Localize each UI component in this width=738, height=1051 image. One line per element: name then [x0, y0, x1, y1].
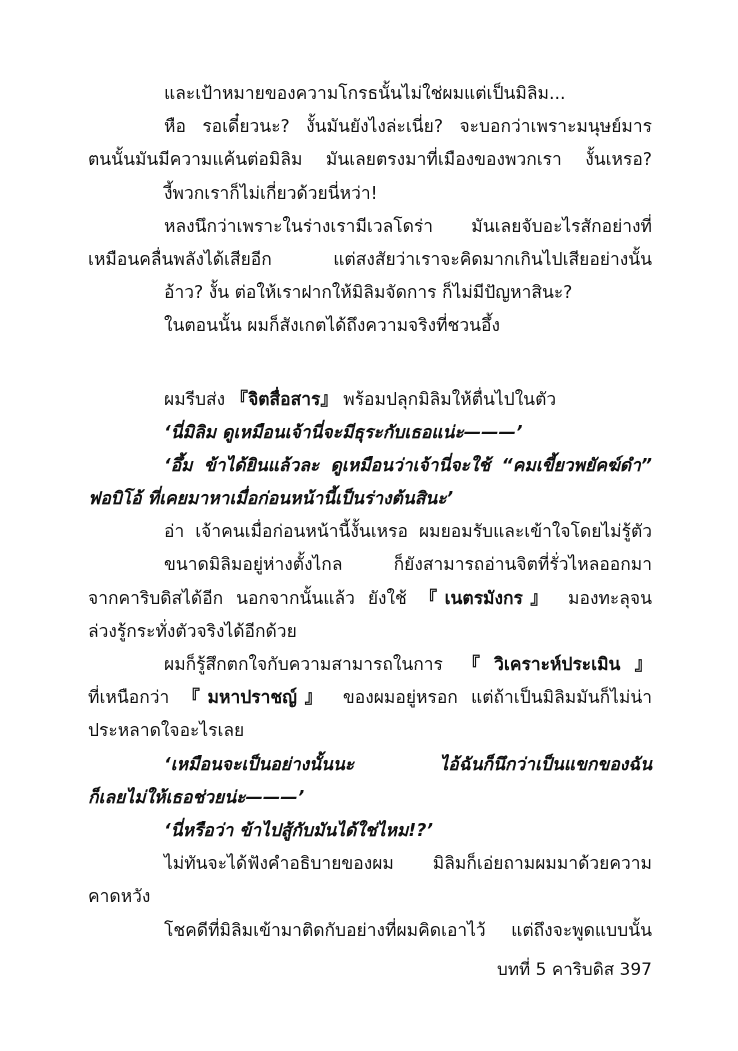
dialogue-line: ฟอบิโอ้ ที่เคยมาหาเมื่อก่อนหน้านี้เป็นร่างต้นสินะ’ — [88, 489, 454, 510]
text-segment: ของผมอยู่หรอก แต่ถ้าเป็นมิลิมมันก็ไม่น่า — [342, 688, 653, 709]
text-line: งี้พวกเราก็ไม่เกี่ยวด้วยนี่หว่า! — [164, 183, 378, 204]
dialogue-line: ก็เลยไม่ให้เธอช่วยน่ะ———’ — [88, 787, 305, 808]
dialogue-line: ‘นี่มิลิม ดูเหมือนเจ้านี่จะมีธุระกับเธอแน่ะ———’ — [164, 422, 523, 443]
skill-name: 『เนตรมังกร』 — [419, 588, 556, 609]
dialogue-line: ‘นี่หรือว่า ข้าไปสู้กับมันได้ใช่ไหม!?’ — [164, 820, 433, 841]
text-line: อ่า เจ้าคนเมื่อก่อนหน้านี้งั้นเหรอ ผมยอมรับและเข้าใจโดยไม่รู้ตัว — [164, 522, 652, 543]
text-segment: ผมก็รู้สึกตกใจกับความสามารถในการ — [164, 655, 443, 675]
text-line: โชคดีที่มิลิมเข้ามาติดกับอย่างที่ผมคิดเอาไว้ แต่ถึงจะพูดแบบนั้น — [164, 920, 652, 941]
chapter-title: บทที่ 5 คาริบดิส — [497, 960, 615, 980]
skill-name: 『จิตสื่อสาร』 — [230, 389, 338, 410]
text-segment: มองทะลุจน — [568, 588, 652, 609]
text-line: เหมือนคลื่นพลังได้เสียอีก แต่สงสัยว่าเราจะคิดมากเกินไปเสียอย่างนั้น — [88, 249, 652, 270]
text-line: อ้าว? งั้น ต่อให้เราฝากให้มิลิมจัดการ ก็ไม่มีปัญหาสินะ? — [164, 283, 573, 304]
skill-name: 『มหาปราชญ์』 — [182, 688, 330, 709]
text-line: ตนนั้นมันมีความแค้นต่อมิลิม มันเลยตรงมาที่เมืองของพวกเรา งั้นเหรอ? — [88, 150, 652, 171]
text-line: ขนาดมิลิมอยู่ห่างตั้งไกล ก็ยังสามารถอ่านจิตที่รั่วไหลออกมา — [164, 555, 652, 576]
page-number: 397 — [619, 960, 652, 980]
text-segment: ผมรีบส่ง — [164, 389, 226, 410]
text-line — [88, 583, 652, 616]
scene-break — [88, 344, 652, 384]
text-line: ล่วงรู้กระทั่งตัวจริงได้อีกด้วย — [88, 621, 297, 642]
text-line: และเป้าหมายของความโกรธนั้นไม่ใช่ผมแต่เป็นมิลิม... — [164, 84, 566, 104]
text-line: ในตอนนั้น ผมก็สังเกตได้ถึงความจริงที่ชวนอึ้ง — [164, 316, 500, 337]
text-line — [88, 384, 652, 417]
text-line: คาดหวัง — [88, 887, 151, 908]
skill-name: 『วิเคราะห์ประเมิน』 — [462, 655, 652, 675]
page-body — [88, 78, 652, 948]
text-line: หลงนึกว่าเพราะในร่างเรามีเวลโดร่า มันเลยจับอะไรสักอย่างที่ — [164, 216, 652, 237]
text-segment: จากคาริบดิสได้อีก นอกจากนั้นแล้ว ยังใช้ — [88, 588, 407, 609]
text-line: ประหลาดใจอะไรเลย — [88, 721, 245, 742]
text-line — [88, 649, 652, 682]
text-segment: พร้อมปลุกมิลิมให้ตื่นไปในตัว — [343, 389, 557, 410]
dialogue-line: ‘อึ้ม ข้าได้ยินแล้วละ ดูเหมือนว่าเจ้านี่จะใช้ “คมเขี้ยวพยัคฆ์ดำ” — [164, 455, 652, 476]
text-segment: ที่เหนือกว่า — [88, 688, 170, 709]
text-line: หือ รอเดี๋ยวนะ? งั้นมันยังไงล่ะเนี่ย? จะบอกว่าเพราะมนุษย์มาร — [164, 117, 652, 138]
page-footer — [440, 956, 652, 983]
text-line — [88, 682, 652, 715]
text-line: ไม่ทันจะได้ฟังคำอธิบายของผม มิลิมก็เอ่ยถามผมมาด้วยความ — [164, 854, 652, 875]
dialogue-line: ‘เหมือนจะเป็นอย่างนั้นนะ ไอ้ฉันก็นึกว่าเป็นแขกของฉัน — [164, 754, 652, 775]
